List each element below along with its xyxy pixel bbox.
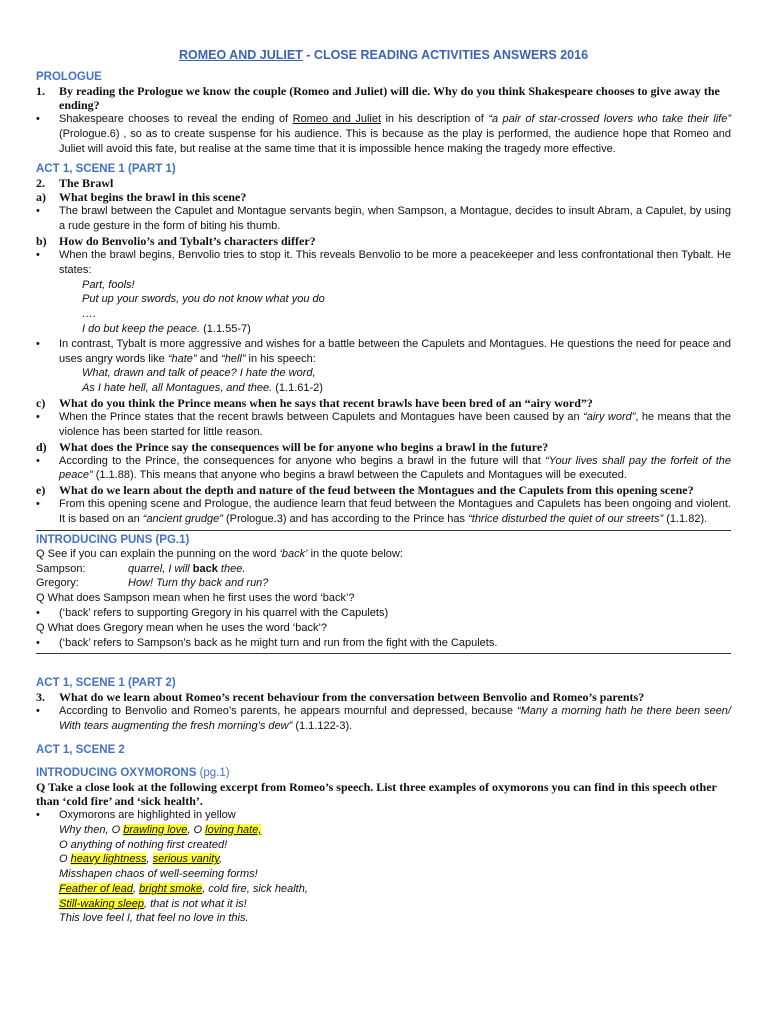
answer-2b-benvolio: • When the brawl begins, Benvolio tries to stop it. This reveals Benvolio to be more a peacekeeper and less confrontational then Tybalt. He states: <box>36 248 731 276</box>
question-2e: e) What do we learn about the depth and nature of the feud between the Montagues and the Capulets from this opening scene? <box>36 483 694 498</box>
quote-benvolio: Part, fools! Put up your swords, you do not know what you do …. I do but keep the peace. (1.1.55-7) <box>82 278 325 335</box>
oxymorons-question: Q Take a close look at the following excerpt from Romeo’s speech. List three examples of oxymorons you can find in this speech other than ‘cold fire’ and ‘sick health’. <box>36 779 717 808</box>
question-2b: b) How do Benvolio’s and Tybalt’s characters differ? <box>36 233 316 248</box>
section-heading-act1-scene1-part1: ACT 1, SCENE 1 (PART 1) <box>36 163 176 176</box>
document-title: ROMEO AND JULIET - CLOSE READING ACTIVITIES ANSWERS 2016 <box>178 48 589 62</box>
document-page <box>36 48 731 926</box>
answer-2a: • The brawl between the Capulet and Montague servants begin, when Sampson, a Montague, decides to insult Abram, a Capulet, by using a rude gesture in the form of biting his thumb. <box>36 205 731 233</box>
question-2a: a) What begins the brawl in this scene? <box>36 190 247 205</box>
oxymorons-note: • Oxymorons are highlighted in yellow <box>36 808 236 821</box>
quote-tybalt: What, drawn and talk of peace? I hate the word, As I hate hell, all Montagues, and thee. (1.1.61-2) <box>82 367 323 395</box>
answer-2c: • When the Prince states that the recent brawls between Capulets and Montagues have been caused by an “airy word”, he means that the violence has been started for little reason. <box>36 410 732 438</box>
section-heading-act1-scene1-part2: ACT 1, SCENE 1 (PART 2) <box>36 677 176 690</box>
answer-2b-tybalt: • In contrast, Tybalt is more aggressive and wishes for a battle between the Capulets and Montagues. He questions the need for peace and uses angry words like “hate” and “hell” in his speech: <box>36 337 731 365</box>
puns-question-2: Q What does Sampson mean when he first uses the word ‘back’? <box>36 592 355 605</box>
answer-1: • Shakespeare chooses to reveal the ending of Romeo and Juliet in his description of “a pair of star-crossed lovers who take their life” (Prologue.6) , so as to create suspense for his audience. This is because as the play is performed, the audience hope that Romeo and Juliet will avoid this fate, but realise at the same time that it is impossible hence making the tragedy more effective. <box>36 113 732 155</box>
section-heading-oxymorons: INTRODUCING OXYMORONS (pg.1) <box>36 766 230 779</box>
section-heading-prologue: PROLOGUE <box>36 71 102 83</box>
divider <box>36 653 731 654</box>
question-3: 3. What do we learn about Romeo’s recent behaviour from the conversation between Benvolio and Romeo’s parents? <box>36 690 645 705</box>
question-2c: c) What do you think the Prince means when he says that recent brawls have been bred of an “airy word”? <box>36 395 593 410</box>
puns-answer-2: • (‘back’ refers to supporting Gregory in his quarrel with the Capulets) <box>36 606 389 619</box>
section-heading-act1-scene2: ACT 1, SCENE 2 <box>36 743 125 756</box>
question-2: 2. The Brawl <box>36 176 114 191</box>
answer-2d: • According to the Prince, the consequences for anyone who begins a brawl in the future will that “Your lives shall pay the forfeit of the peace” (1.1.88). This means that anyone who begins a brawl between the Capulets and Montagues will be executed. <box>36 454 731 482</box>
romeo-speech-excerpt: Why then, O brawling love, O loving hate, O anything of nothing first created! O heavy lightness, serious vanity, Misshapen chaos of well-seeming forms! Feather of lead, bright smoke, cold fire, sick health, Still-waking sleep, that is not what it is! This love feel I, that feel no love in this. <box>59 823 308 925</box>
dialogue-gregory: Gregory: How! Turn thy back and run? <box>36 577 269 590</box>
puns-answer-3: • (‘back’ refers to Sampson’s back as he might turn and run from the fight with the Capulets. <box>36 636 498 649</box>
puns-question-3: Q What does Gregory mean when he uses the word ‘back’? <box>36 621 328 634</box>
puns-question-1: Q See if you can explain the punning on the word ‘back’ in the quote below: <box>36 547 403 560</box>
divider <box>36 530 731 531</box>
answer-3: • According to Benvolio and Romeo’s parents, he appears mournful and depressed, because “Many a morning hath he there been seen/ With tears augmenting the fresh morning’s dew” (1.1.122-3). <box>36 705 731 733</box>
dialogue-sampson: Sampson: quarrel, I will back thee. <box>36 562 246 575</box>
question-2d: d) What does the Prince say the consequences will be for anyone who begins a brawl in the future? <box>36 439 549 454</box>
question-1: 1. By reading the Prologue we know the couple (Romeo and Juliet) will die. Why do you think Shakespeare chooses to give away the ending? <box>36 84 720 112</box>
section-heading-puns: INTRODUCING PUNS (PG.1) <box>36 533 190 546</box>
answer-2e: • From this opening scene and Prologue, the audience learn that feud between the Montagues and Capulets has been ongoing and violent. It is based on an “ancient grudge” (Prologue.3) and has according to the Prince has “thrice disturbed the quiet of our streets” (1.1.82). <box>36 498 731 525</box>
